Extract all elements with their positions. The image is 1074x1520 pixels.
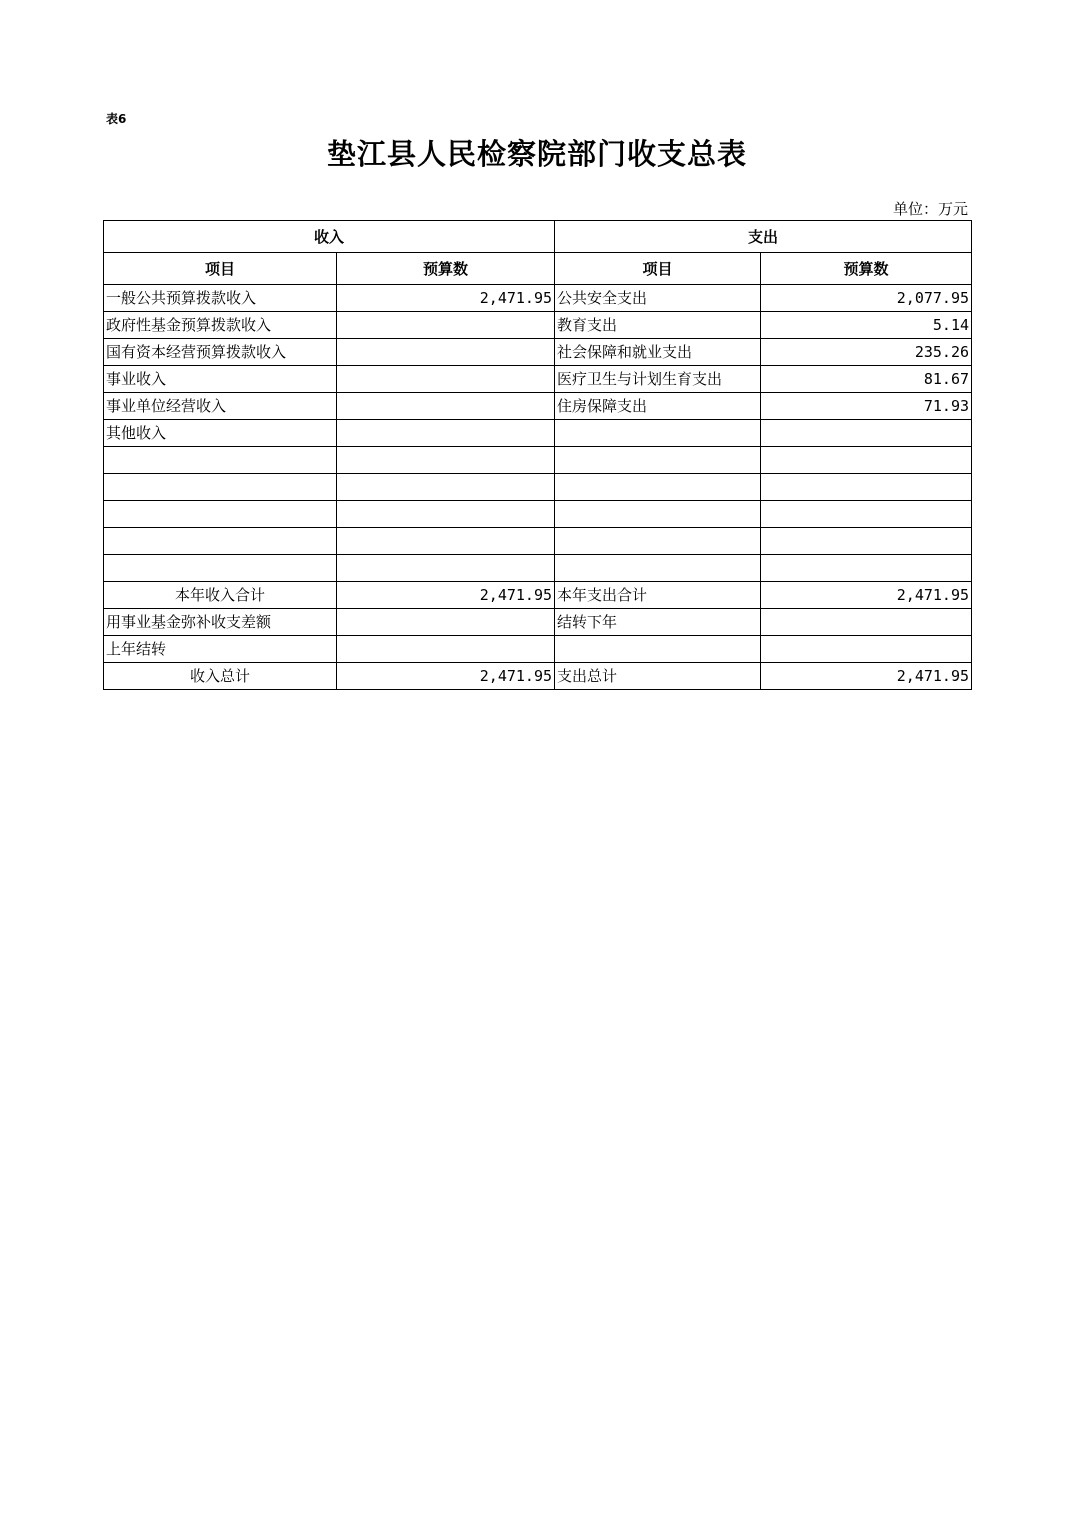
- table-row: [104, 474, 972, 501]
- table-row: [104, 339, 972, 366]
- page-title: 垫江县人民检察院部门收支总表: [326, 137, 747, 171]
- table-row: [104, 555, 972, 582]
- income-amount-header: 预算数: [337, 253, 555, 285]
- table-row: [104, 501, 972, 528]
- expense-amount-cell: 81.67: [761, 366, 972, 393]
- table-row: [104, 312, 972, 339]
- expense-amount-cell: [761, 447, 972, 474]
- table-row: [104, 582, 972, 609]
- table-row: [104, 420, 972, 447]
- table-row: [104, 528, 972, 555]
- expense-amount-cell: 5.14: [761, 312, 972, 339]
- income-group-header: 收入: [104, 221, 555, 253]
- expense-item-cell: 本年支出合计: [555, 582, 761, 609]
- expense-item-cell: [555, 420, 761, 447]
- expense-amount-cell: 235.26: [761, 339, 972, 366]
- expense-item-cell: 住房保障支出: [555, 393, 761, 420]
- expense-item-cell: [555, 528, 761, 555]
- expense-amount-cell: 2,077.95: [761, 285, 972, 312]
- income-item-cell: 国有资本经营预算拨款收入: [104, 339, 337, 366]
- table-row: [104, 609, 972, 636]
- income-item-cell: [104, 555, 337, 582]
- expense-amount-cell: [761, 420, 972, 447]
- expense-amount-cell: 2,471.95: [761, 582, 972, 609]
- expense-item-cell: 医疗卫生与计划生育支出: [555, 366, 761, 393]
- income-item-cell: 收入总计: [104, 663, 337, 690]
- expense-item-cell: [555, 474, 761, 501]
- expense-item-cell: 结转下年: [555, 609, 761, 636]
- income-item-cell: 上年结转: [104, 636, 337, 663]
- expense-amount-cell: [761, 555, 972, 582]
- expense-item-cell: [555, 555, 761, 582]
- expense-item-cell: 公共安全支出: [555, 285, 761, 312]
- income-amount-cell: [337, 636, 555, 663]
- table-row: [104, 447, 972, 474]
- expense-item-cell: 支出总计: [555, 663, 761, 690]
- table-row: [104, 663, 972, 690]
- table-row: [104, 393, 972, 420]
- income-item-header: 项目: [104, 253, 337, 285]
- income-amount-cell: [337, 528, 555, 555]
- expense-item-cell: [555, 636, 761, 663]
- income-item-cell: 事业单位经营收入: [104, 393, 337, 420]
- expense-amount-header: 预算数: [761, 253, 972, 285]
- table-row: [104, 636, 972, 663]
- expense-item-cell: [555, 447, 761, 474]
- expense-amount-cell: [761, 501, 972, 528]
- income-amount-cell: 2,471.95: [337, 582, 555, 609]
- income-item-cell: 本年收入合计: [104, 582, 337, 609]
- income-amount-cell: [337, 501, 555, 528]
- table-row: [104, 285, 972, 312]
- income-item-cell: 政府性基金预算拨款收入: [104, 312, 337, 339]
- expense-amount-cell: 71.93: [761, 393, 972, 420]
- income-amount-cell: [337, 312, 555, 339]
- income-amount-cell: [337, 393, 555, 420]
- income-item-cell: [104, 447, 337, 474]
- table-row: [104, 366, 972, 393]
- table-number-label: 表6: [106, 112, 127, 126]
- budget-summary-table: [103, 220, 972, 690]
- unit-label: 单位：万元: [892, 200, 968, 218]
- expense-item-cell: [555, 501, 761, 528]
- income-amount-cell: 2,471.95: [337, 285, 555, 312]
- income-item-cell: [104, 501, 337, 528]
- expense-amount-cell: [761, 474, 972, 501]
- income-amount-cell: [337, 555, 555, 582]
- income-item-cell: [104, 528, 337, 555]
- income-item-cell: 用事业基金弥补收支差额: [104, 609, 337, 636]
- income-amount-cell: [337, 474, 555, 501]
- income-amount-cell: [337, 366, 555, 393]
- income-item-cell: [104, 474, 337, 501]
- expense-amount-cell: [761, 528, 972, 555]
- income-amount-cell: [337, 420, 555, 447]
- column-header-row: [104, 253, 972, 285]
- expense-amount-cell: [761, 609, 972, 636]
- income-item-cell: 一般公共预算拨款收入: [104, 285, 337, 312]
- expense-amount-cell: [761, 636, 972, 663]
- income-amount-cell: 2,471.95: [337, 663, 555, 690]
- expense-group-header: 支出: [555, 221, 972, 253]
- income-amount-cell: [337, 609, 555, 636]
- expense-item-cell: 社会保障和就业支出: [555, 339, 761, 366]
- income-item-cell: 事业收入: [104, 366, 337, 393]
- group-header-row: [104, 221, 972, 253]
- income-item-cell: 其他收入: [104, 420, 337, 447]
- income-amount-cell: [337, 447, 555, 474]
- expense-item-header: 项目: [555, 253, 761, 285]
- expense-amount-cell: 2,471.95: [761, 663, 972, 690]
- expense-item-cell: 教育支出: [555, 312, 761, 339]
- income-amount-cell: [337, 339, 555, 366]
